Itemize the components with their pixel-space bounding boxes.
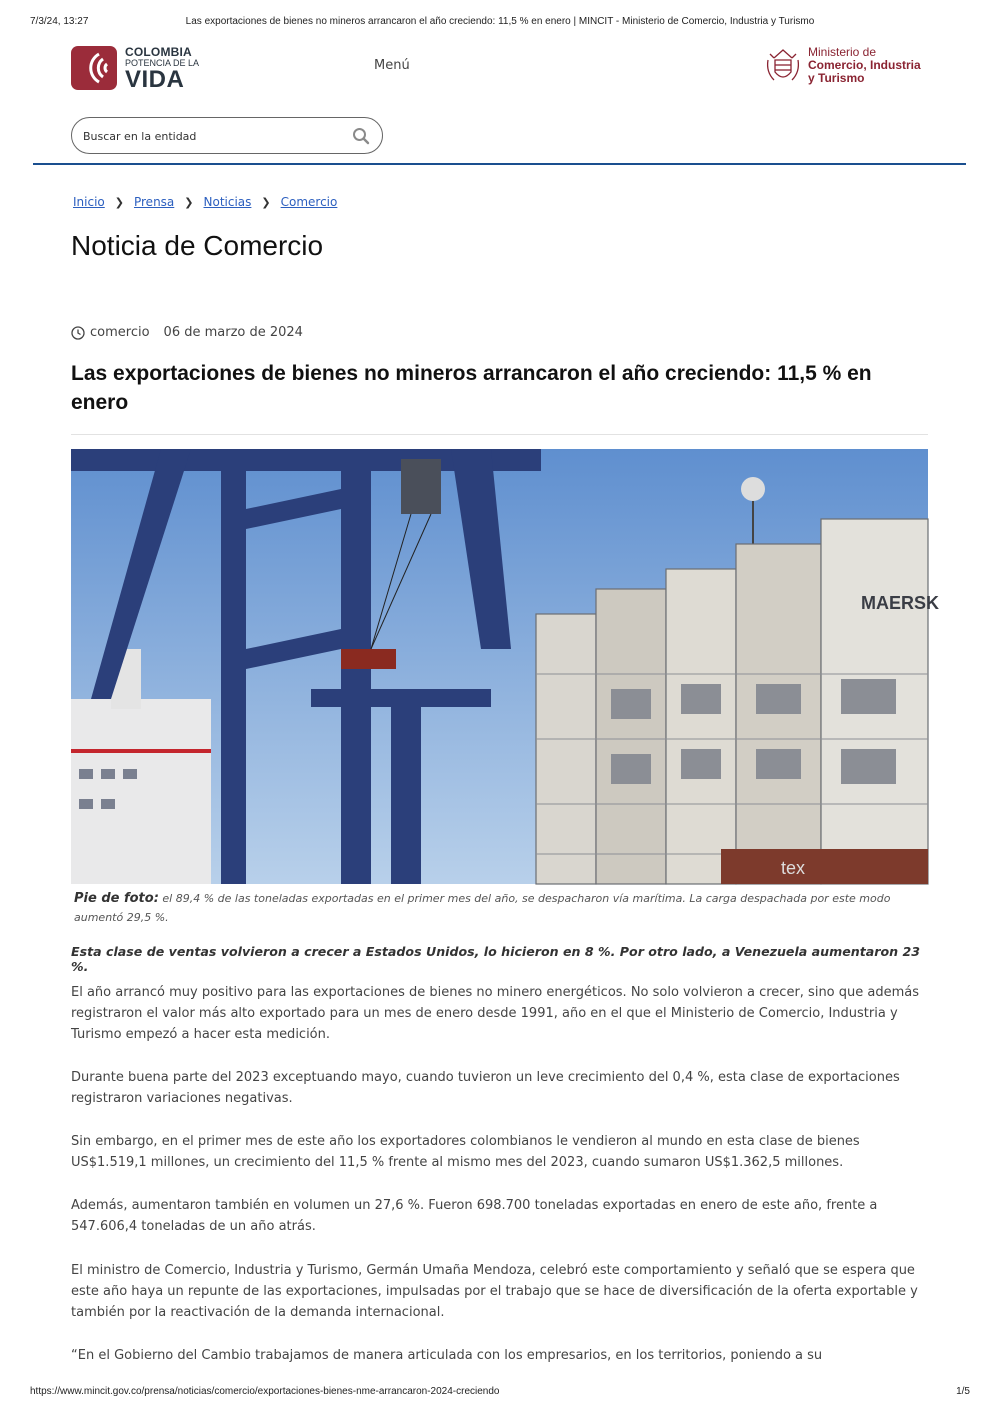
paragraph-6: “En el Gobierno del Cambio trabajamos de manera articulada con los empresarios, en los territorios, poniendo a su <box>71 1348 823 1363</box>
chevron-right-icon: ❯ <box>261 195 271 209</box>
page-title: Noticia de Comercio <box>71 230 324 261</box>
chevron-right-icon: ❯ <box>114 195 124 209</box>
search-icon[interactable] <box>352 127 370 145</box>
ministry-logo[interactable] <box>764 46 934 90</box>
colombia-logo-icon <box>71 46 117 90</box>
ministry-line-1: Ministerio de <box>808 45 877 59</box>
print-datetime: 7/3/24, 13:27 <box>30 16 89 27</box>
article-category[interactable]: comercio <box>90 325 150 340</box>
breadcrumb-prensa[interactable]: Prensa <box>133 195 175 209</box>
print-header <box>30 16 970 30</box>
article-headline: Las exportaciones de bienes no mineros arrancaron el año creciendo: 11,5 % en enero <box>71 362 872 414</box>
breadcrumb-noticias[interactable]: Noticias <box>203 195 252 209</box>
print-url: https://www.mincit.gov.co/prensa/noticias/comercio/exportaciones-bienes-nme-arrancaron-2024-creciendo <box>30 1386 500 1397</box>
breadcrumb <box>73 195 337 209</box>
search-box[interactable] <box>71 117 383 154</box>
logo-line-3: VIDA <box>125 66 185 93</box>
article-photo <box>71 449 940 884</box>
header-divider <box>33 163 966 165</box>
breadcrumb-inicio[interactable]: Inicio <box>73 195 105 209</box>
search-input[interactable] <box>83 127 343 145</box>
tex-label: tex <box>781 858 806 878</box>
article-meta <box>71 325 303 340</box>
paragraph-2: Durante buena parte del 2023 exceptuando mayo, cuando tuvieron un leve crecimiento del 0,4 %, esta clase de exportaciones registraron variaciones negativas. <box>71 1070 900 1107</box>
maersk-label: MAERSK <box>861 593 940 613</box>
ministry-line-2: Comercio, Industria <box>808 58 921 72</box>
paragraph-1: El año arrancó muy positivo para las exportaciones de bienes no minero energéticos. No solo volvieron a crecer, sino que además registraron el valor más alto exportado para un mes de enero desde 1991, año en el que el Ministerio de Comercio, Industria y Turismo empezó a hacer esta medición. <box>71 985 920 1043</box>
photo-caption <box>74 889 928 927</box>
headline-divider <box>71 434 928 435</box>
logo-line-1: COLOMBIA <box>125 45 192 59</box>
port-containers-photo <box>71 449 940 884</box>
paragraph-3: Sin embargo, en el primer mes de este año los exportadores colombianos le vendieron al mundo en esta clase de bienes US$1.519,1 millones, un crecimiento del 11,5 % frente al mismo mes del 2023, cuando sumaron US$1.362,5 millones. <box>71 1134 860 1171</box>
breadcrumb-comercio[interactable]: Comercio <box>280 195 338 209</box>
print-page-number: 1/5 <box>956 1386 970 1397</box>
colombia-logo[interactable] <box>71 46 201 92</box>
article-date: 06 de marzo de 2024 <box>163 325 303 340</box>
print-footer <box>30 1386 970 1400</box>
caption-text: el 89,4 % de las toneladas exportadas en el primer mes del año, se despacharon vía marítima. La carga despachada por este modo aumentó 29,5 %. <box>74 892 891 924</box>
coat-of-arms-icon <box>764 46 802 86</box>
logo-text <box>125 46 199 91</box>
ministry-name <box>808 46 921 85</box>
paragraph-5: El ministro de Comercio, Industria y Turismo, Germán Umaña Mendoza, celebró este comportamiento y señaló que se espera que este año haya un repunte de las exportaciones, impulsadas por el trabajo que se hace de diversificación de la oferta exportable y también por la reactivación de la demanda internacional. <box>71 1263 918 1321</box>
logo-line-2: POTENCIA DE LA <box>125 58 200 68</box>
paragraph-4: Además, aumentaron también en volumen un 27,6 %. Fueron 698.700 toneladas exportadas en enero de este año, frente a 547.606,4 toneladas de un año atrás. <box>71 1198 878 1235</box>
print-page-title: Las exportaciones de bienes no mineros arrancaron el año creciendo: 11,5 % en enero | MINCIT - Ministerio de Comercio, Industria y Turismo <box>185 16 815 27</box>
ministry-line-3: y Turismo <box>808 71 865 85</box>
menu-button[interactable]: Menú <box>374 58 410 73</box>
article-lead: Esta clase de ventas volvieron a crecer a Estados Unidos, lo hicieron en 8 %. Por otro lado, a Venezuela aumentaron 23 %. <box>71 944 921 974</box>
caption-label: Pie de foto: <box>74 891 159 906</box>
chevron-right-icon: ❯ <box>184 195 194 209</box>
clock-icon <box>71 326 85 340</box>
